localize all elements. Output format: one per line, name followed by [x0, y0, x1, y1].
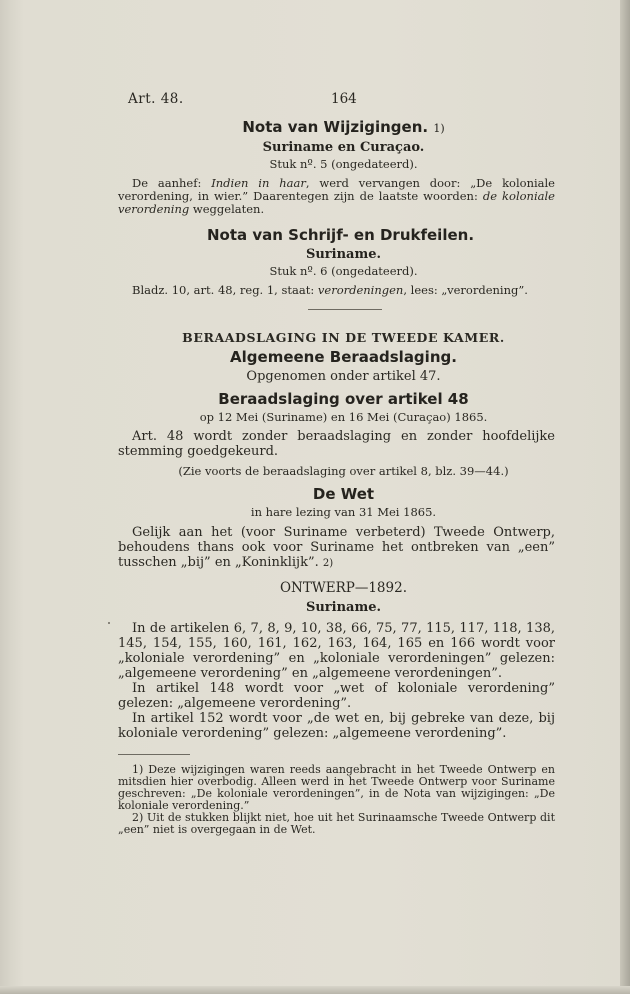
gelijk-paragraph: Gelijk aan het (voor Suriname verbeterd) Tweede Ontwerp, behoudens thans ook voor Suriname het ontbreken van „een” tusschen „bij” en „Koninklijk”. 2) [118, 525, 555, 570]
artikel-152-paragraph: In artikel 152 wordt voor „de wet en, bij gebreke van deze, bij koloniale verordening” gelezen: „algemeene verordening”. [118, 711, 555, 741]
beraadslaging-date: op 12 Mei (Suriname) en 16 Mei (Curaçao) 1865. [199, 410, 488, 424]
art-48-paragraph: Art. 48 wordt zonder beraadslaging en zonder hoofdelijke stemming goedgekeurd. [118, 429, 555, 459]
footnote-2: 2) Uit de stukken blijkt niet, hoe uit het Surinaamsche Tweede Ontwerp dit „een” niet is overgegaan in de Wet. [118, 811, 555, 836]
section-divider [308, 309, 382, 310]
book-page [118, 92, 555, 836]
stuk-6-line: Stuk nº. 6 (ongedateerd). [269, 264, 418, 278]
footnote-ref-2: 2) [322, 558, 334, 569]
page-number: 164 [331, 91, 357, 107]
heading-de-wet: De Wet [312, 485, 375, 503]
opgenomen-line: Opgenomen onder artikel 47. [246, 369, 441, 384]
heading-beraadslaging-tweede-kamer: BERAADSLAGING IN DE TWEEDE KAMER. [182, 330, 505, 345]
stuk-5-line: Stuk nº. 5 (ongedateerd). [269, 157, 418, 171]
zie-voorts-note: (Zie voorts de beraadslaging over artikel 8, blz. 39—44.) [178, 464, 509, 478]
heading-ontwerp-1892: ONTWERP—1892. [279, 580, 407, 596]
subheading-suriname: Suriname. [305, 247, 382, 262]
artikel-148-paragraph: In artikel 148 wordt voor „wet of koloniale verordening” gelezen: „algemeene verordening”. [118, 681, 555, 711]
running-head [118, 92, 555, 110]
heading-nota-van-schrijf-en-drukfeilen: Nota van Schrijf- en Drukfeilen. [206, 226, 475, 244]
footnote-ref-1: 1) [433, 122, 445, 135]
bladz-paragraph: Bladz. 10, art. 48, reg. 1, staat: verordeningen, lees: „verordening”. [132, 283, 528, 297]
heading-beraadslaging-artikel-48: Beraadslaging over artikel 48 [218, 390, 469, 408]
subheading-suriname-1892: Suriname. [305, 600, 382, 615]
heading-algemeene-beraadslaging: Algemeene Beraadslaging. [230, 348, 457, 366]
artikelen-paragraph: In de artikelen 6, 7, 8, 9, 10, 38, 66, 75, 77, 115, 117, 118, 138, 145, 154, 155, 160, 161, 162, 163, 164, 165 en 166 wordt voor „koloniale verordening” en „koloniale verordeningen” gelezen: „algemeene verordening” en „algemeene verordeningen”. [118, 621, 555, 681]
subheading-suriname-curacao: Suriname en Curaçao. [262, 140, 425, 155]
de-wet-lezing: in hare lezing van 31 Mei 1865. [250, 505, 437, 519]
ink-speck [108, 622, 110, 624]
footnote-1: 1) Deze wijzigingen waren reeds aangebracht in het Tweede Ontwerp en mitsdien hier overbodig. Alleen werd in het Tweede Ontwerp voor Suriname geschreven: „De koloniale verordeningen”, in de Nota van wijzigingen: „De koloniale verordening.” [118, 763, 555, 812]
page-bottom-shadow [0, 986, 630, 994]
heading-nota-van-wijzigingen: Nota van Wijzigingen. 1) [242, 118, 445, 136]
running-head-article: Art. 48. [128, 91, 184, 107]
footnote-rule [118, 754, 190, 755]
page-edge-shadow [620, 0, 630, 994]
aanhef-paragraph: De aanhef: Indien in haar, werd vervangen door: „De koloniale verordening, in wier.” Daarentegen zijn de laatste woorden: de koloniale verordening weggelaten. [118, 176, 555, 216]
